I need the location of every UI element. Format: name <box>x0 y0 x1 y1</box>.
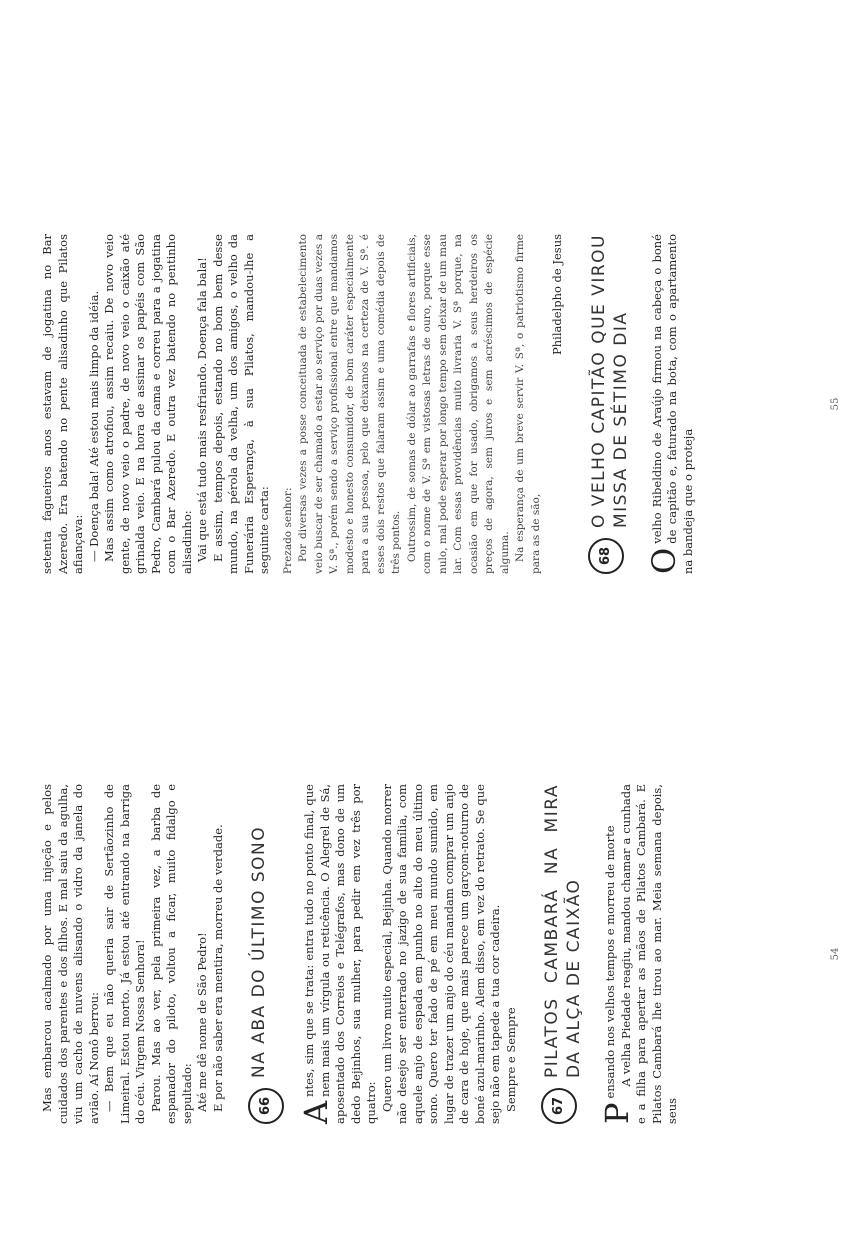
letter-paragraph: Na esperança de um breve servir V. Sª, o patriotismo firme para as de são, <box>514 234 542 574</box>
chapter-title: PILATOS CAMBARÁ NA MIRA DA ALÇA DE CAIXÃO <box>542 784 584 1078</box>
left-page <box>0 604 851 1164</box>
paragraph: Quero um livro muito especial, Bejinha. Quando morrer não desejo ser enterrado no jazigo de sua família, com aquele anjo de espada em punho no alto do meu último sono. Quero ter fado de pé em meu mundo sumido, em lugar de trazer um anjo do céu mandam comprar um anjo de cara de hoje, que mais parece um garçom-noturno de boné azul-marinho. Alem disso, em vez do retrato. Se que sejo não em tapede a tua cor cadeira. <box>379 784 502 1124</box>
paragraph <box>598 784 636 1124</box>
paragraph: A velha Piedade reagiu, mandou chamar a cunhada e a filha para apertar as mãos de Pilatos Cambará. E Pilatos Cambará lhe tirou ao mar. Meia semana depois, seus <box>618 784 679 1124</box>
letter-salutation: Prezado senhor: <box>281 487 294 574</box>
paragraph: Sempre e Sempre <box>503 1007 518 1112</box>
chapter-title: O VELHO CAPITÃO QUE VIROU MISSA DE SÉTIMO DIA <box>588 234 631 528</box>
left-page-column <box>40 784 681 1124</box>
paragraph: Mas embarcou acalmado por uma injeção e pelos cuidados dos parentes e dos filhos. E mal saiu da agulha, viu um cacho de nuvens alisando o vidro da janela do avião. Aí Nonô berrou: <box>40 784 101 1124</box>
chapter-title: NA ABA DO ÚLTIMO SONO <box>249 825 269 1078</box>
paragraph: Mas assim como atrofiou, assim recaiu. De novo veio gente, de novo veio o padre, de novo veio o caixão até grinalda veio. E na hora de assinar os papéis com São Pedro, Cambará pulou da cama e correu para a jogatina com o Bar Azeredo. E outra vez batendo no pentinho alisadinho: <box>102 234 194 574</box>
paragraph <box>644 234 697 574</box>
paragraph-text: velho Ribeldino de Araújo firmou na cabeça o boné de capitão e, faturado na bota, com o apartamento na bandeja que o proteja <box>649 234 695 574</box>
paragraph: E por não saber era mentira, morreu de verdade. <box>210 824 225 1112</box>
paragraph-text: ensando nos velhos tempos e morreu de morte <box>603 825 617 1099</box>
drop-cap: O <box>644 547 683 574</box>
chapter-heading-66 <box>248 784 284 1124</box>
paragraph: E assim, tempos depois, estando no bom bem desse mundo, na pérola da velha, um dos amigos, o velho da Funerária Esperança, à sua Pilatos, mandou-lhe a seguinte carta: <box>210 234 271 574</box>
chapter-heading-68 <box>588 234 632 574</box>
page-number: 54 <box>830 947 841 961</box>
paragraph-text: ntes, sim que se trata: entra tudo no ponto final, que nem mais um vírgula ou reticência. O Alegrel de Sá, aposentado dos Correios e Telégrafos, mas dono de um dedo Bejinhos, sua mulher, para pedir em vez três por quatro: <box>302 784 378 1124</box>
page-number: 55 <box>830 397 841 411</box>
paragraph: — Bem que eu não queria sair de Sertãozinho de Limeiral. Estou morto. Já estou até entrando na barriga do céu. Virgem Nossa Senhora! <box>102 784 147 1124</box>
letter-paragraph: Por diversas vezes a posse conceituada de estabelecimento veio buscar de ser chamado a estar ao serviço por duas vezes a V. Sª., porém sendo a serviço profissional entre que mandamos modesto e honesto consumidor, de bom caráter especialmente para a sua pessoa, pelo que deixamos na certeza de V. Sª. é esses dois restos que falaram assim e uma comédia depois de três pontos. <box>297 234 402 574</box>
drop-cap: P <box>598 1102 636 1124</box>
paragraph <box>297 784 380 1124</box>
paragraph: setenta fagueiros anos estavam de jogatina no Bar Azeredo. Era batendo no pente alisadinho que Pilatos afiançava: <box>40 234 85 574</box>
right-page-column <box>40 234 696 574</box>
letter-paragraph: Outrossim, de somas de dólar ao garrafas e flores artificiais, com o nome de V. Sª em vistosas letras de ouro, porque esse nulo, mal pode esperar por longo tempo sem deixar de um mau lar. Com essas providências muito livraria V. Sª porque, na ocasião em que for usado, obrigamos a seus herdeiros os preços de agora, sem juros e sem acréscimos de espécie alguma. <box>405 234 511 574</box>
paragraph: — Doença bala! Até estou mais limpo da idéia. <box>86 290 101 562</box>
paragraph: Até me dê nome de São Pedro! <box>195 932 209 1112</box>
chapter-number-badge: 66 <box>248 1088 284 1124</box>
paragraph: Parou. Mas ao ver, pela primeira vez, a barba de espanador do piloto, voltou a ficar, muito fidalgo e sepultado: <box>148 784 194 1124</box>
chapter-number-badge: 67 <box>541 1088 577 1124</box>
chapter-heading-67 <box>541 784 585 1124</box>
letter-signature: Philadelpho de Jesus <box>550 234 564 355</box>
right-page <box>0 34 851 594</box>
drop-cap: A <box>297 1100 335 1124</box>
chapter-number-badge: 68 <box>588 538 624 574</box>
paragraph: Vai que está tudo mais resfriando. Doença fala bala! <box>195 257 209 562</box>
